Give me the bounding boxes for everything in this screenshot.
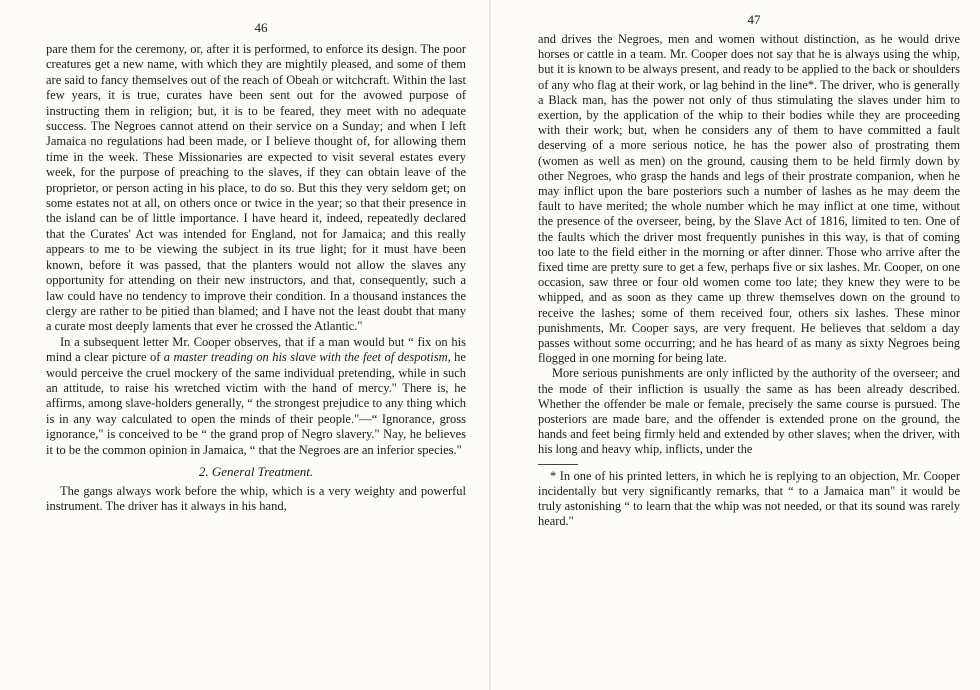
left-paragraph-cooper-letter <box>46 335 466 458</box>
footnote: * In one of his printed letters, in which he is replying to an objection, Mr. Cooper incidentally but very significantly remarks, that “ to a Jamaica man" it would be truly astonishing “ to learn that the whip was not needed, or that its sound was rarely heard." <box>538 468 960 529</box>
right-page <box>490 0 980 690</box>
cooper-letter-italic-quote: a master treading on his slave with the feet of despotism, <box>163 350 451 365</box>
right-paragraph-serious-punishments: More serious punishments are only inflicted by the authority of the overseer; and the mode of their infliction is usually the same as has been already described. Whether the offender be male or female, precisely the same course is pursued. The posteriors are made bare, and the offender is extended prone on the ground, the hands and feet being firmly held and extended by other slaves; when the driver, with his long and heavy whip, inflicts, under the <box>538 366 960 457</box>
left-paragraph-gangs: The gangs always work before the whip, which is a very weighty and powerful instrument. The driver has it always in his hand, <box>46 483 466 514</box>
left-paragraph-curates: pare them for the ceremony, or, after it is performed, to enforce its design. The poor creatures get a new name, with which they are mightily pleased, and some of them are said to fancy themselves out of the reach of Obeah or witchcraft. Within the last few years, it is true, curates have been sent out for the avowed purpose of instructing them in religion; but, it is to be feared, they meet with no adequate success. The Negroes cannot attend on their service on a Sunday; and when I left Jamaica no regulations had been made, or I believe thought of, for allowing them time in the week. These Missionaries are expected to visit several estates every week, for the purpose of preaching to the slaves, if they can obtain leave of the proprietor, or person acting in his place, to do so. But this they very seldom get; on some estates not at all, on others once or twice in the year; so that their presence in the island can be of little importance. I have heard it, indeed, repeatedly declared that the Curates' Act was intended for England, not for Jamaica; and this really appears to me to be viewing the subject in its true light; for it must have been known, before it was passed, that the planters would not allow the slaves any opportunity for attending on their new instructors, and that, consequently, such a law could have no tendency to improve their condition. In a thousand instances the clergy are rather to be pitied than blamed; and I have not the least doubt that many a curate most deeply laments that ever he crossed the Atlantic." <box>46 42 466 334</box>
cooper-letter-text-a: In a subsequent letter Mr. Cooper observes, that if a man would but “ fix on his mind a clear picture of <box>46 334 466 365</box>
section-heading-general-treatment: 2. General Treatment. <box>198 463 314 479</box>
cooper-letter-text-b: he would perceive the cruel mockery of the same individual pretending, while in such an attitude, to raise his wretched victim with the hand of mercy." There is, he affirms, among slave-holders generally, “ the strongest prejudice to any thing which is in any way calculated to open the minds of their people."—“ Ignorance, gross ignorance," is conceived to be “ the grand prop of Negro slavery." Nay, he believes it to be the common opinion in Jamaica, “ that the Negroes are an inferior species." <box>46 350 466 457</box>
page-number-right: 47 <box>747 12 761 27</box>
footnote-divider <box>538 464 578 465</box>
right-paragraph-driver: and drives the Negroes, men and women without distinction, as he would drive horses or cattle in a team. Mr. Cooper does not say that he is always using the whip, but it is known to be always present, and ready to be applied to the back or shoulders of any who flag at their work, or lag behind in the line*. The driver, who is generally a Black man, has the power not only of thus stimulating the slaves under him to exertion, by the application of the whip to their bodies while they are proceeding with their work; but, when he considers any of them to have committed a fault deserving of a more serious notice, he has the power also of prostrating them (women as well as men) on the ground, causing them to be held firmly down by other Negroes, who grasp the hands and legs of their prostrate companion, when he may inflict upon the bare posteriors such a number of lashes as he may deem the fault to have merited; the whole number which he may inflict at one time, without the presence of the overseer, being, by the Slave Act of 1816, limited to ten. One of the faults which the driver most frequently punishes in this way, is that of coming too late to the field either in the morning or after dinner. Those who arrive after the fixed time are pretty sure to get a few, perhaps five or six lashes. Mr. Cooper, on one occasion, saw three or four old women come too late; they knew they were to be whipped, and as soon as they came up threw themselves down on the ground to receive the lashes; some of them received four, others six lashes. These minor punishments, Mr. Cooper says, are very frequent. He believes that seldom a day passes without some occurring; and he has heard of as many as sixty Negroes being flogged in one morning for being late. <box>538 32 960 366</box>
page-number-left: 46 <box>254 20 268 35</box>
